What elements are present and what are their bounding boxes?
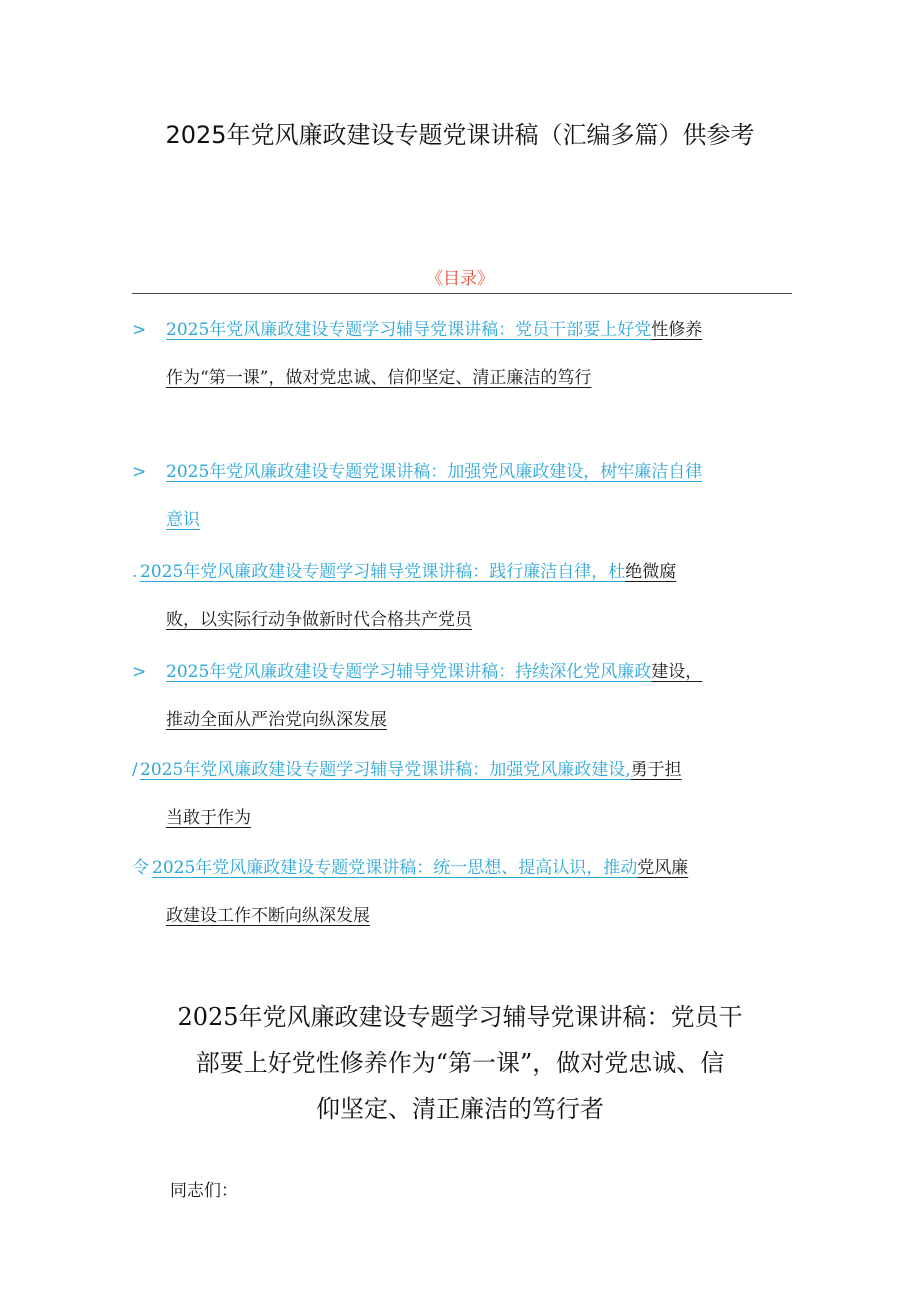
toc-marker: /	[132, 760, 138, 780]
toc-link[interactable]: 2025年党风廉政建设专题学习辅导党课讲稿：加强党风廉政建设,	[140, 760, 631, 780]
toc-line	[166, 596, 472, 644]
toc-line	[166, 648, 702, 696]
toc-link[interactable]: 2025年党风廉政建设专题党课讲稿：加强党风廉政建设，树牢廉洁自律	[166, 462, 703, 482]
toc-link[interactable]: 2025年党风廉政建设专题学习辅导党课讲稿：持续深化党风廉政	[166, 662, 652, 682]
section-heading-line: 2025年党风廉政建设专题学习辅导党课讲稿：党员干	[177, 1003, 743, 1031]
toc-text: 勇于担	[630, 760, 682, 780]
toc-link[interactable]: 2025年党风廉政建设专题学习辅导党课讲稿：党员干部要上好党	[166, 320, 652, 340]
toc-line	[166, 696, 387, 744]
toc-link[interactable]: 2025年党风廉政建设专题党课讲稿：统一思想、提高认识，推动	[152, 858, 638, 878]
toc-marker: 令	[132, 858, 149, 878]
toc-marker: >	[132, 662, 147, 682]
toc-link[interactable]: 2025年党风廉政建设专题学习辅导党课讲稿：践行廉洁自律，杜	[140, 562, 626, 582]
toc-line	[166, 448, 702, 496]
document-title: 2025年党风廉政建设专题党课讲稿（汇编多篇）供参考	[165, 121, 755, 149]
section-heading-line: 部要上好党性修养作为“第一课”，做对党忠诚、信	[195, 1049, 725, 1077]
toc-text: 党风廉	[637, 858, 689, 878]
toc-text: 败，以实际行动争做新时代合格共产党员	[166, 610, 472, 630]
toc-divider	[132, 293, 792, 294]
salutation: 同志们：	[170, 1181, 238, 1201]
toc-line	[152, 844, 688, 892]
toc-text: 作为“第一课”，做对党忠诚、信仰坚定、清正廉洁的笃行	[166, 368, 592, 388]
toc-text: 政建设工作不断向纵深发展	[166, 906, 370, 926]
toc-text: 当敢于作为	[166, 808, 251, 828]
toc-line	[140, 548, 676, 596]
toc-text: 性修养	[651, 320, 703, 340]
toc-line	[166, 354, 591, 402]
toc-link[interactable]: 意识	[166, 510, 200, 530]
section-heading-line: 仰坚定、清正廉洁的笃行者	[316, 1095, 604, 1123]
toc-line	[166, 306, 702, 354]
toc-line	[140, 746, 682, 794]
toc-marker: .	[132, 562, 138, 582]
section-heading	[120, 994, 800, 1132]
toc-marker: >	[132, 462, 147, 482]
toc-line	[166, 892, 370, 940]
toc-line	[166, 794, 251, 842]
toc-text: 建设，	[651, 662, 703, 682]
toc-marker: >	[132, 320, 147, 340]
toc-text: 推动全面从严治党向纵深发展	[166, 710, 387, 730]
toc-line	[166, 496, 200, 544]
toc-text: 绝微腐	[625, 562, 677, 582]
toc-heading: 《目录》	[426, 269, 494, 289]
